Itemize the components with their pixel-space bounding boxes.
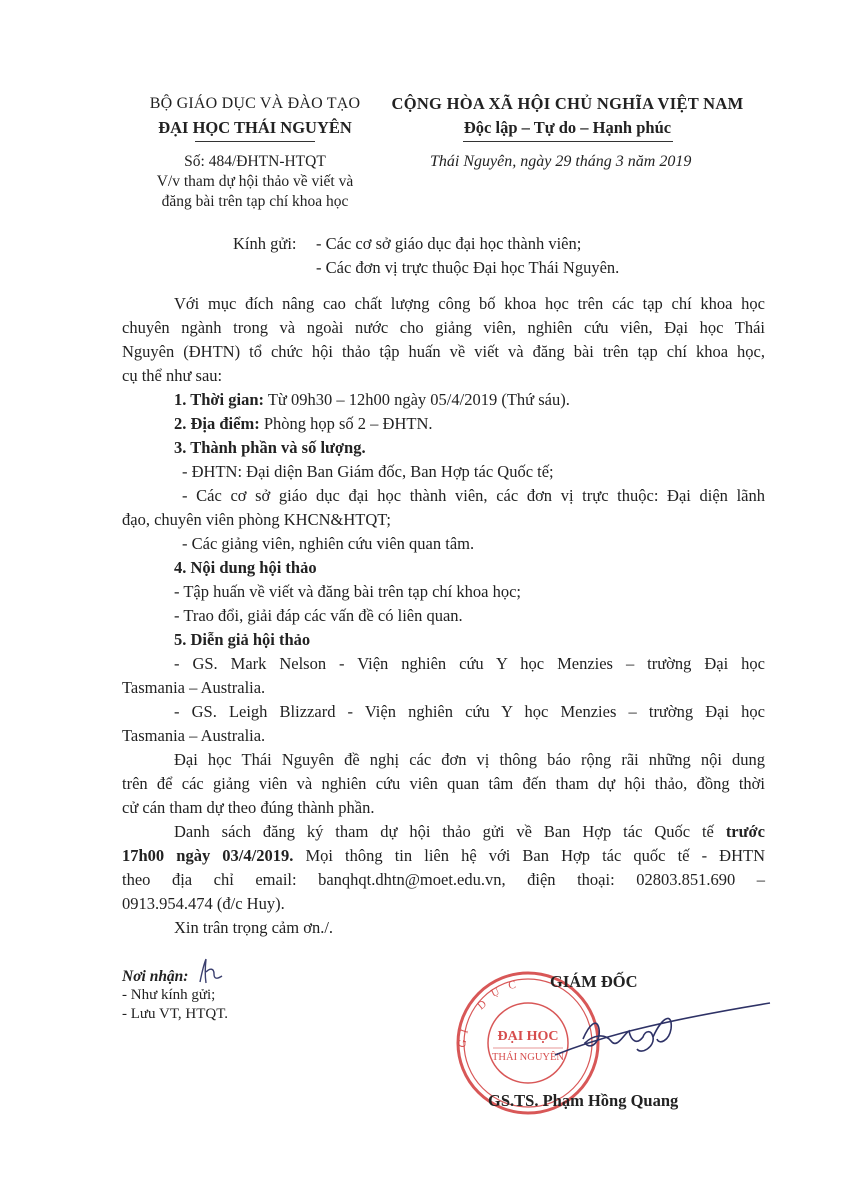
contact-line: theo địa chỉ email: banqhqt.dhtn@moet.edu.vn, điện thoại: 02803.851.690 – xyxy=(122,870,765,889)
content-item: - Tập huấn về viết và đăng bài trên tạp chí khoa học; xyxy=(174,582,521,601)
received-item: - Lưu VT, HTQT. xyxy=(122,1006,229,1022)
letter-body xyxy=(122,292,765,940)
recipient-item: - Các đơn vị trực thuộc Đại học Thái Nguyên. xyxy=(316,258,620,277)
place-value: Phòng họp số 2 – ĐHTN. xyxy=(259,414,433,433)
speaker-item-cont: Tasmania – Australia. xyxy=(122,726,266,745)
signer-name: GS.TS. Phạm Hồng Quang xyxy=(488,1091,679,1110)
intro-line: chuyên ngành trong và ngoài nước cho giảng viên, nghiên cứu viên, Đại học Thái xyxy=(122,318,765,337)
document-number: Số: 484/ĐHTN-HTQT xyxy=(184,153,326,170)
speaker-item-cont: Tasmania – Australia. xyxy=(122,678,266,697)
seal-arc-glyph: I xyxy=(458,1027,471,1035)
received-item: - Như kính gửi; xyxy=(122,987,216,1003)
ministry-name: BỘ GIÁO DỤC VÀ ĐÀO TẠO xyxy=(149,95,361,112)
request-line: Đại học Thái Nguyên đề nghị các đơn vị thông báo rộng rãi những nội dung xyxy=(174,750,765,769)
seal-arc-glyph: Ụ xyxy=(489,985,502,1000)
registration-deadline: 17h00 ngày 03/4/2019. xyxy=(122,846,294,865)
intro-line: cụ thể như sau: xyxy=(122,366,223,385)
intro-line: Nguyên (ĐHTN) tổ chức hội thảo tập huấn về viết và đăng bài trên tạp chí khoa học, xyxy=(122,342,765,361)
members-item: - ĐHTN: Đại diện Ban Giám đốc, Ban Hợp tác Quốc tế; xyxy=(182,462,554,481)
received-label: Nơi nhận: xyxy=(122,968,189,985)
closing-line: Xin trân trọng cảm ơn./. xyxy=(174,918,334,937)
seal-arc-glyph: C xyxy=(507,978,517,992)
members-item: - Các giảng viên, nghiên cứu viên quan tâm. xyxy=(182,534,475,553)
registration-text: Mọi thông tin liên hệ với Ban Hợp tác quốc tế - ĐHTN xyxy=(293,846,765,865)
place-label: 2. Địa điểm: xyxy=(174,414,260,433)
time-item xyxy=(122,388,765,412)
content-heading: 4. Nội dung hội thảo xyxy=(174,558,317,577)
speaker-item: - GS. Mark Nelson - Viện nghiên cứu Y học Menzies – trường Đại học xyxy=(174,654,765,673)
speakers-heading: 5. Diễn giả hội thảo xyxy=(174,630,311,649)
subject-line-1: V/v tham dự hội thảo về viết và xyxy=(156,173,354,190)
header-left-divider xyxy=(195,141,315,142)
place-item xyxy=(122,412,765,436)
contact-line: 0913.954.474 (đ/c Huy). xyxy=(122,894,285,913)
handwritten-initials xyxy=(196,956,226,986)
seal-text-1: ĐẠI HỌC xyxy=(497,1029,559,1044)
university-name: ĐẠI HỌC THÁI NGUYÊN xyxy=(158,118,352,137)
nation-name: CỘNG HÒA XÃ HỘI CHỦ NGHĨA VIỆT NAM xyxy=(391,94,744,113)
registration-line xyxy=(122,820,765,844)
recipients-footer xyxy=(122,967,372,1024)
request-line: trên để các giảng viên và nghiên cứu viên quan tâm đến tham dự hội thảo, đồng thời xyxy=(122,774,765,793)
intro-line: Với mục đích nâng cao chất lượng công bố khoa học trên các tạp chí khoa học xyxy=(174,294,765,313)
members-heading: 3. Thành phần và số lượng. xyxy=(174,438,366,457)
handwritten-signature xyxy=(545,995,775,1065)
registration-line xyxy=(122,844,765,868)
seal-text-2: THÁI NGUYÊN xyxy=(491,1052,565,1063)
request-line: cử cán tham dự theo đúng thành phần. xyxy=(122,798,375,817)
seal-arc-glyph: G xyxy=(456,1038,470,1049)
members-item-cont: đạo, chuyên viên phòng KHCN&HTQT; xyxy=(122,510,392,529)
document-date: Thái Nguyên, ngày 29 tháng 3 năm 2019 xyxy=(430,153,692,170)
recipient-item: - Các cơ sở giáo dục đại học thành viên; xyxy=(316,234,582,253)
document-subject xyxy=(120,172,390,212)
recipients-list xyxy=(316,232,619,280)
members-item: - Các cơ sở giáo dục đại học thành viên, các đơn vị trực thuộc: Đại diện lãnh xyxy=(182,486,765,505)
subject-line-2: đăng bài trên tạp chí khoa học xyxy=(161,193,349,210)
time-value: Từ 09h30 – 12h00 ngày 05/4/2019 (Thứ sáu). xyxy=(264,390,570,409)
content-item: - Trao đổi, giải đáp các vấn đề có liên quan. xyxy=(174,606,463,625)
header-left xyxy=(120,92,390,142)
time-label: 1. Thời gian: xyxy=(174,390,264,409)
registration-text: Danh sách đăng ký tham dự hội thảo gửi về Ban Hợp tác Quốc tế xyxy=(174,822,726,841)
header-right xyxy=(380,92,755,142)
header-right-divider xyxy=(463,141,673,142)
national-motto: Độc lập – Tự do – Hạnh phúc xyxy=(463,118,672,137)
registration-deadline-word: trước xyxy=(725,822,765,841)
seal-arc-glyph: D xyxy=(475,997,490,1013)
signer-title: GIÁM ĐỐC xyxy=(550,972,638,991)
speaker-item: - GS. Leigh Blizzard - Viện nghiên cứu Y học Menzies – trường Đại học xyxy=(174,702,765,721)
recipients-label: Kính gửi: xyxy=(233,234,297,253)
